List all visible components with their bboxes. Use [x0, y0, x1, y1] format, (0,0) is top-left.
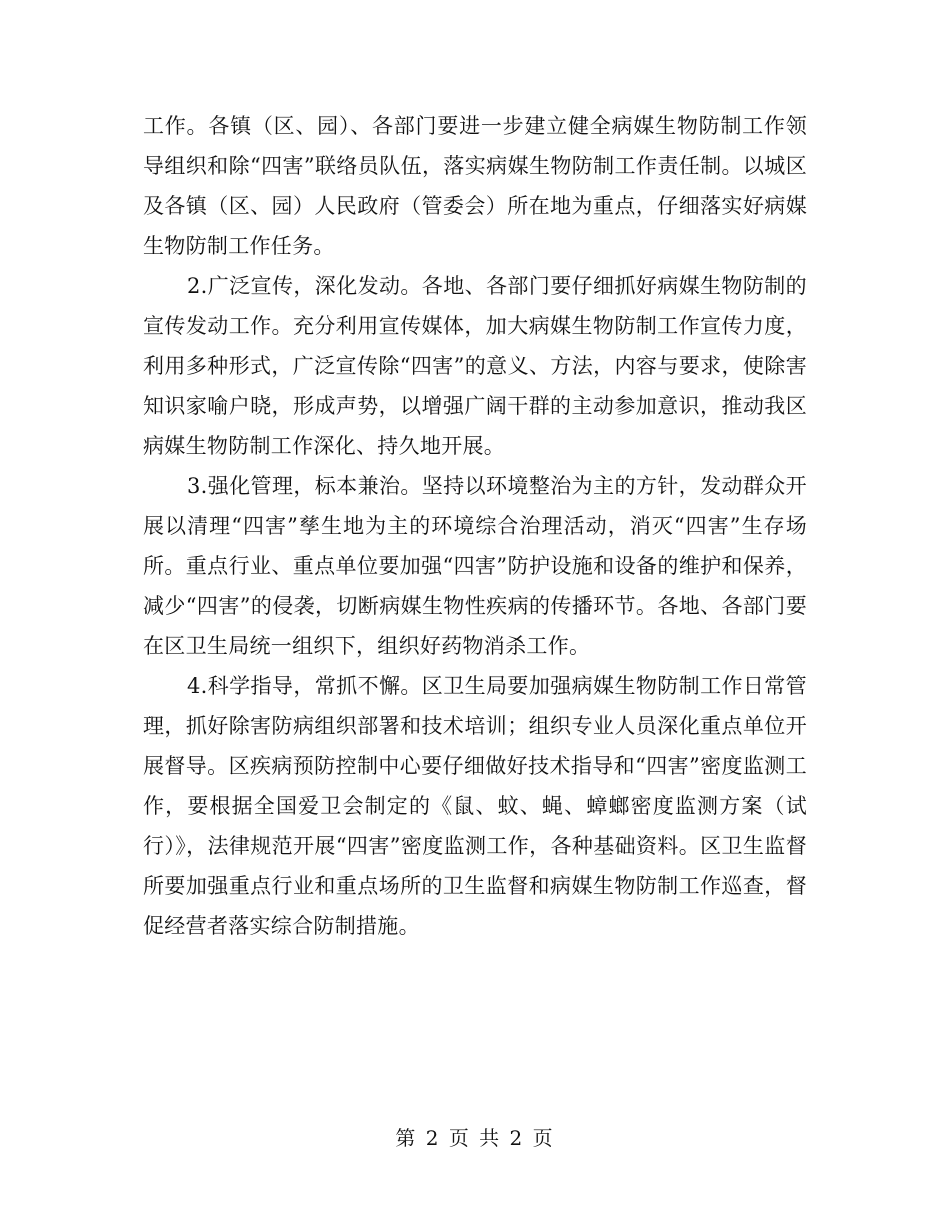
- document-body: [143, 106, 807, 946]
- paragraph-continuation: 工作。各镇（区、园）、各部门要进一步建立健全病媒生物防制工作领导组织和除“四害”联络员队伍，落实病媒生物防制工作责任制。以城区及各镇（区、园）人民政府（管委会）所在地为重点，仔细落实好病媒生物防制工作任务。: [143, 114, 807, 258]
- page-number-footer: 第 2 页 共 2 页: [395, 1126, 555, 1150]
- paragraph-item-4: 4.科学指导，常抓不懈。区卫生局要加强病媒生物防制工作日常管理，抓好除害防病组织部署和技术培训；组织专业人员深化重点单位开展督导。区疾病预防控制中心要仔细做好技术指导和“四害”密度监测工作，要根据全国爱卫会制定的《鼠、蚊、蝇、蟑螂密度监测方案（试行）》，法律规范开展“四害”密度监测工作，各种基础资料。区卫生监督所要加强重点行业和重点场所的卫生监督和病媒生物防制工作巡查，督促经营者落实综合防制措施。: [143, 674, 807, 938]
- paragraph-item-3: 3.强化管理，标本兼治。坚持以环境整治为主的方针，发动群众开展以清理“四害”孳生地为主的环境综合治理活动，消灭“四害”生存场所。重点行业、重点单位要加强“四害”防护设施和设备的维护和保养，减少“四害”的侵袭，切断病媒生物性疾病的传播环节。各地、各部门要在区卫生局统一组织下，组织好药物消杀工作。: [143, 474, 807, 658]
- paragraph-item-2: 2.广泛宣传，深化发动。各地、各部门要仔细抓好病媒生物防制的宣传发动工作。充分利用宣传媒体，加大病媒生物防制工作宣传力度，利用多种形式，广泛宣传除“四害”的意义、方法，内容与要求，使除害知识家喻户晓，形成声势，以增强广阔干群的主动参加意识，推动我区病媒生物防制工作深化、持久地开展。: [143, 274, 807, 458]
